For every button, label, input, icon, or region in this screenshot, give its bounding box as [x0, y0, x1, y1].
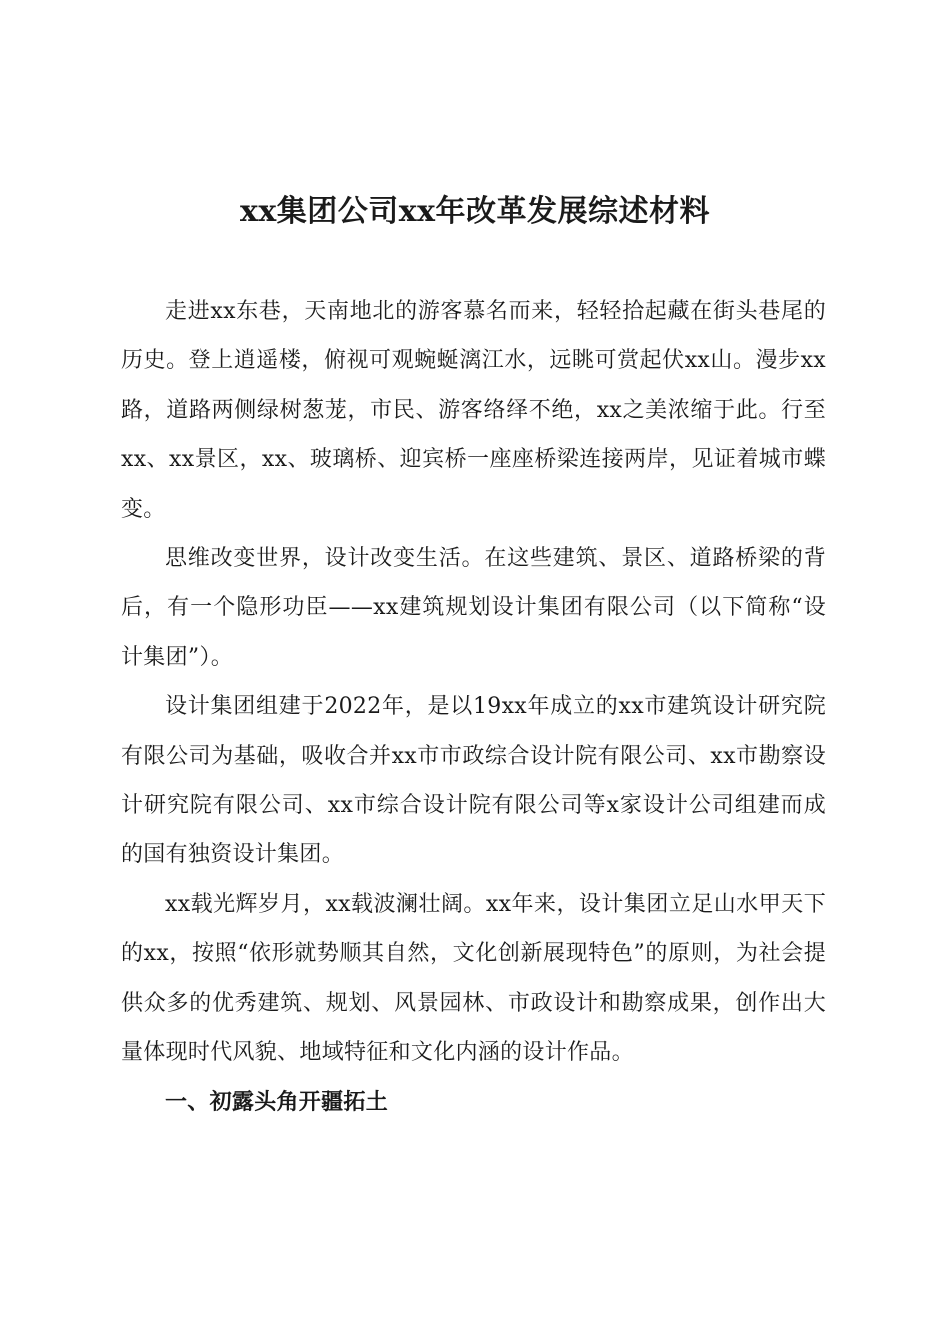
paragraph-intro: 走进xx东巷，天南地北的游客慕名而来，轻轻拾起藏在街头巷尾的历史。登上逍遥楼，俯视可观蜿蜒漓江水，远眺可赏起伏xx山。漫步xx路，道路两侧绿树葱茏，市民、游客络绎不绝，xx之美浓缩于此。行至xx、xx景区，xx、玻璃桥、迎宾桥一座座桥梁连接两岸，见证着城市蝶变。 [121, 299, 826, 522]
document-title: xx集团公司xx年改革发展综述材料 [239, 194, 711, 229]
paragraph-group-formation: 设计集团组建于2022年，是以19xx年成立的xx市建筑设计研究院有限公司为基础，吸收合并xx市市政综合设计院有限公司、xx市勘察设计研究院有限公司、xx市综合设计院有限公司等x家设计公司组建而成的国有独资设计集团。 [121, 694, 826, 868]
section-heading: 一、初露头角开疆拓土 [165, 1089, 389, 1115]
document-body [121, 287, 826, 1127]
paragraph-design-change: 思维改变世界，设计改变生活。在这些建筑、景区、道路桥梁的背后，有一个隐形功臣——xx建筑规划设计集团有限公司（以下简称“设计集团”）。 [121, 546, 826, 670]
paragraph-achievements: xx载光辉岁月，xx载波澜壮阔。xx年来，设计集团立足山水甲天下的xx，按照“依形就势顺其自然，文化创新展现特色”的原则，为社会提供众多的优秀建筑、规划、风景园林、市政设计和勘察成果，创作出大量体现时代风貌、地域特征和文化内涵的设计作品。 [121, 891, 826, 1066]
